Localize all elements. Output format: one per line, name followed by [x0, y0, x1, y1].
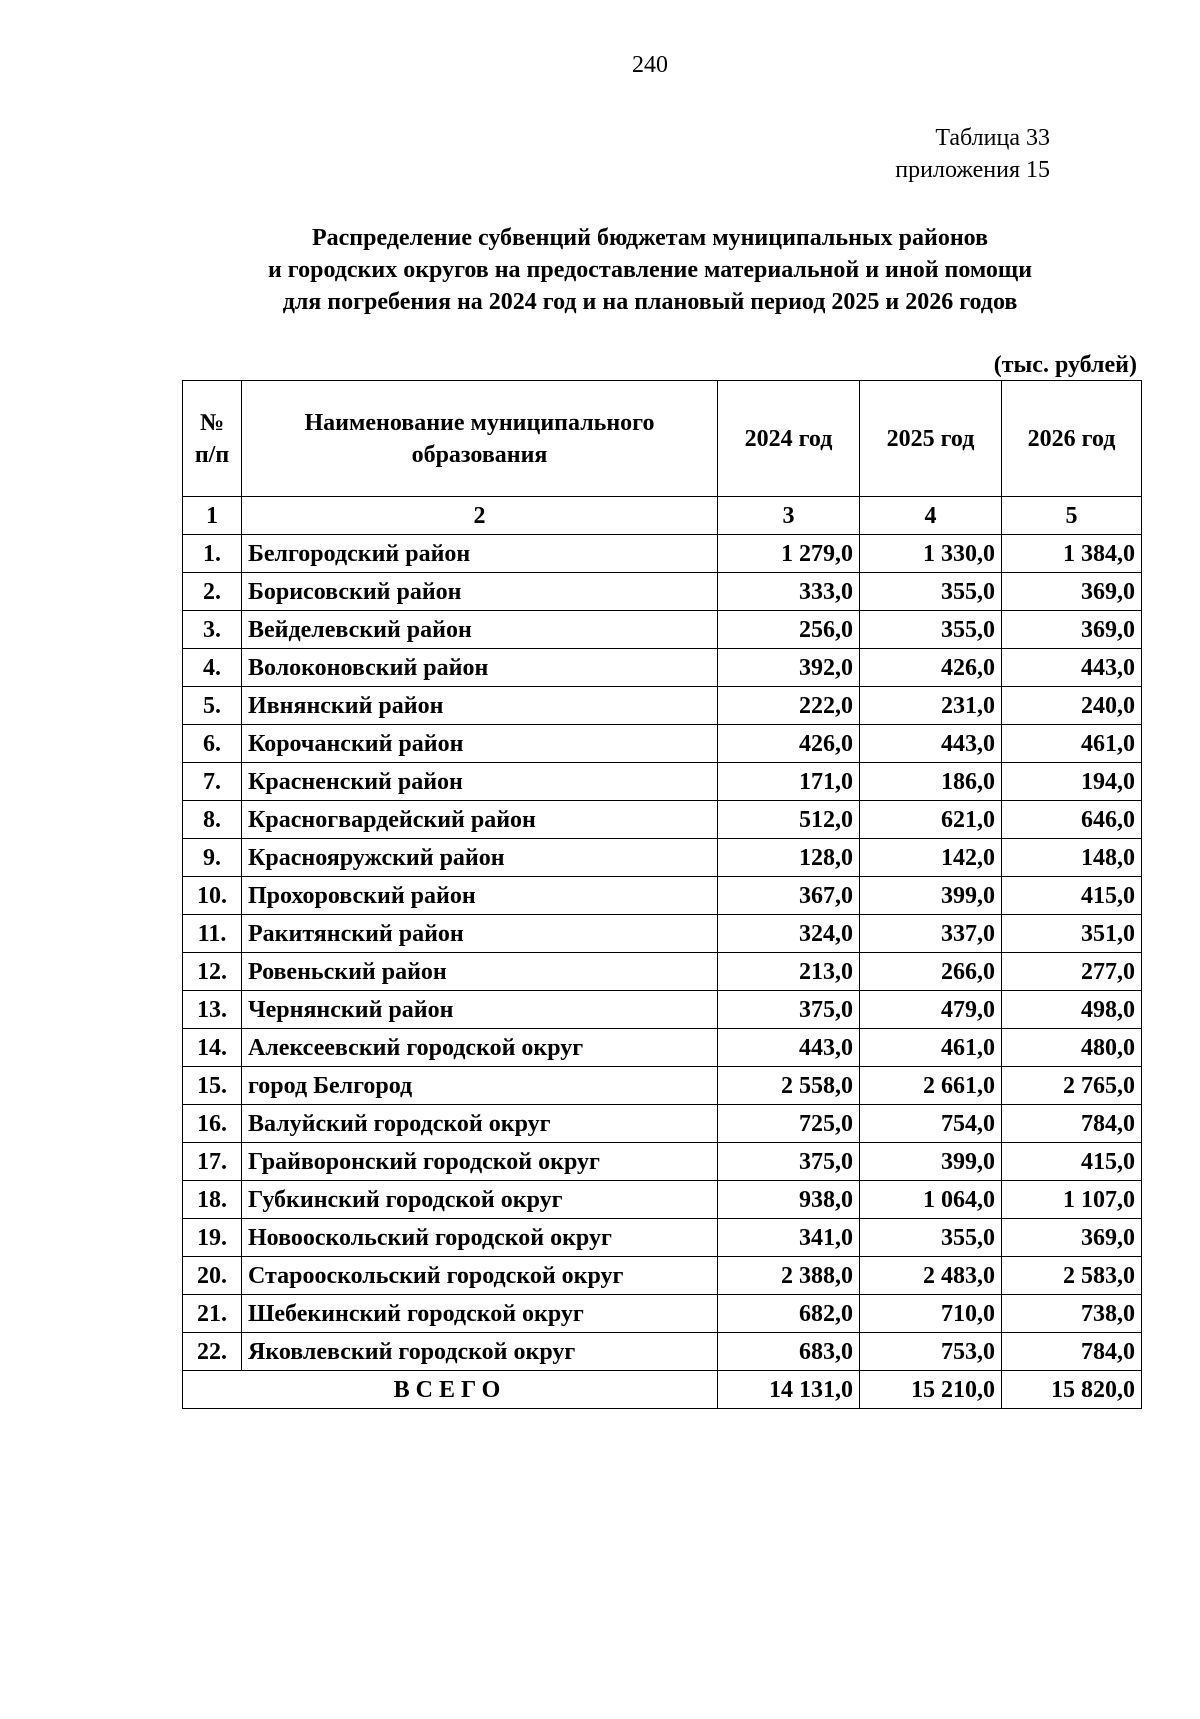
- total-2025: 15 210,0: [860, 1371, 1002, 1409]
- value-2025: 754,0: [860, 1105, 1002, 1143]
- table-row: [183, 953, 1142, 991]
- value-2024: 426,0: [718, 725, 860, 763]
- value-2025: 2 661,0: [860, 1067, 1002, 1105]
- municipality-name: Вейделевский район: [242, 611, 718, 649]
- row-number: 15.: [183, 1067, 242, 1105]
- municipality-name: город Белгород: [242, 1067, 718, 1105]
- value-2024: 128,0: [718, 839, 860, 877]
- value-2026: 369,0: [1002, 611, 1142, 649]
- title-line2: и городских округов на предоставление материальной и иной помощи: [267, 257, 1033, 283]
- table-row: [183, 1181, 1142, 1219]
- value-2026: 2 583,0: [1002, 1257, 1142, 1295]
- value-2026: 2 765,0: [1002, 1067, 1142, 1105]
- table-row: [183, 1029, 1142, 1067]
- municipality-name: Прохоровский район: [242, 877, 718, 915]
- row-number: 8.: [183, 801, 242, 839]
- table-row: [183, 535, 1142, 573]
- value-2024: 683,0: [718, 1333, 860, 1371]
- title-line3: для погребения на 2024 год и на плановый период 2025 и 2026 годов: [282, 289, 1018, 315]
- header-name: [242, 381, 718, 497]
- table-ref-line2: приложения 15: [895, 157, 1050, 183]
- row-number: 1.: [183, 535, 242, 573]
- header-2024: 2024 год: [718, 381, 860, 497]
- table-ref-line1: Таблица 33: [935, 125, 1050, 151]
- table-row: [183, 839, 1142, 877]
- total-label: ВСЕГО: [183, 1371, 718, 1409]
- page-number: 240: [632, 52, 668, 78]
- table-row: [183, 1257, 1142, 1295]
- value-2025: 753,0: [860, 1333, 1002, 1371]
- value-2024: 682,0: [718, 1295, 860, 1333]
- value-2025: 337,0: [860, 915, 1002, 953]
- table-row: [183, 763, 1142, 801]
- row-number: 5.: [183, 687, 242, 725]
- row-number: 10.: [183, 877, 242, 915]
- total-row: [183, 1371, 1142, 1409]
- municipality-name: Борисовский район: [242, 573, 718, 611]
- value-2026: 415,0: [1002, 1143, 1142, 1181]
- value-2025: 621,0: [860, 801, 1002, 839]
- value-2026: 646,0: [1002, 801, 1142, 839]
- municipality-name: Ивнянский район: [242, 687, 718, 725]
- value-2024: 375,0: [718, 1143, 860, 1181]
- value-2025: 479,0: [860, 991, 1002, 1029]
- column-number-row: [183, 497, 1142, 535]
- header-2026: 2026 год: [1002, 381, 1142, 497]
- header-2025: 2025 год: [860, 381, 1002, 497]
- value-2026: 498,0: [1002, 991, 1142, 1029]
- row-number: 4.: [183, 649, 242, 687]
- subvention-table: [182, 380, 1142, 1409]
- column-number: 2: [242, 497, 718, 535]
- value-2026: 351,0: [1002, 915, 1142, 953]
- value-2025: 710,0: [860, 1295, 1002, 1333]
- value-2025: 461,0: [860, 1029, 1002, 1067]
- total-2024: 14 131,0: [718, 1371, 860, 1409]
- header-number: [183, 381, 242, 497]
- table-row: [183, 1295, 1142, 1333]
- column-number: 3: [718, 497, 860, 535]
- value-2025: 1 330,0: [860, 535, 1002, 573]
- row-number: 9.: [183, 839, 242, 877]
- municipality-name: Волоконовский район: [242, 649, 718, 687]
- value-2024: 938,0: [718, 1181, 860, 1219]
- table-row: [183, 915, 1142, 953]
- value-2024: 213,0: [718, 953, 860, 991]
- table-row: [183, 1067, 1142, 1105]
- value-2025: 443,0: [860, 725, 1002, 763]
- value-2025: 355,0: [860, 573, 1002, 611]
- municipality-name: Красненский район: [242, 763, 718, 801]
- row-number: 13.: [183, 991, 242, 1029]
- row-number: 11.: [183, 915, 242, 953]
- row-number: 21.: [183, 1295, 242, 1333]
- municipality-name: Губкинский городской округ: [242, 1181, 718, 1219]
- table-row: [183, 611, 1142, 649]
- value-2026: 738,0: [1002, 1295, 1142, 1333]
- municipality-name: Яковлевский городской округ: [242, 1333, 718, 1371]
- row-number: 6.: [183, 725, 242, 763]
- municipality-name: Грайворонский городской округ: [242, 1143, 718, 1181]
- value-2026: 148,0: [1002, 839, 1142, 877]
- value-2025: 186,0: [860, 763, 1002, 801]
- value-2024: 1 279,0: [718, 535, 860, 573]
- municipality-name: Алексеевский городской округ: [242, 1029, 718, 1067]
- value-2026: 369,0: [1002, 1219, 1142, 1257]
- row-number: 2.: [183, 573, 242, 611]
- value-2024: 324,0: [718, 915, 860, 953]
- municipality-name: Белгородский район: [242, 535, 718, 573]
- value-2024: 443,0: [718, 1029, 860, 1067]
- table-reference: [850, 122, 1050, 186]
- value-2024: 171,0: [718, 763, 860, 801]
- value-2026: 277,0: [1002, 953, 1142, 991]
- municipality-name: Красногвардейский район: [242, 801, 718, 839]
- table-row: [183, 877, 1142, 915]
- row-number: 18.: [183, 1181, 242, 1219]
- value-2026: 369,0: [1002, 573, 1142, 611]
- value-2024: 392,0: [718, 649, 860, 687]
- table-row: [183, 573, 1142, 611]
- table-row: [183, 1105, 1142, 1143]
- value-2026: 1 107,0: [1002, 1181, 1142, 1219]
- value-2025: 1 064,0: [860, 1181, 1002, 1219]
- value-2026: 784,0: [1002, 1105, 1142, 1143]
- municipality-name: Новооскольский городской округ: [242, 1219, 718, 1257]
- table-row: [183, 991, 1142, 1029]
- value-2026: 461,0: [1002, 725, 1142, 763]
- value-2025: 231,0: [860, 687, 1002, 725]
- document-title: [120, 222, 1180, 318]
- value-2024: 222,0: [718, 687, 860, 725]
- value-2024: 341,0: [718, 1219, 860, 1257]
- row-number: 19.: [183, 1219, 242, 1257]
- value-2024: 256,0: [718, 611, 860, 649]
- value-2025: 426,0: [860, 649, 1002, 687]
- value-2024: 375,0: [718, 991, 860, 1029]
- value-2024: 512,0: [718, 801, 860, 839]
- row-number: 3.: [183, 611, 242, 649]
- table-header-row: [183, 381, 1142, 497]
- value-2025: 142,0: [860, 839, 1002, 877]
- municipality-name: Старооскольский городской округ: [242, 1257, 718, 1295]
- value-2025: 399,0: [860, 1143, 1002, 1181]
- row-number: 16.: [183, 1105, 242, 1143]
- row-number: 12.: [183, 953, 242, 991]
- value-2025: 266,0: [860, 953, 1002, 991]
- value-2025: 355,0: [860, 1219, 1002, 1257]
- value-2026: 415,0: [1002, 877, 1142, 915]
- value-2025: 399,0: [860, 877, 1002, 915]
- header-name-line2: образования: [411, 441, 548, 468]
- value-2025: 2 483,0: [860, 1257, 1002, 1295]
- table-row: [183, 687, 1142, 725]
- municipality-name: Чернянский район: [242, 991, 718, 1029]
- value-2024: 367,0: [718, 877, 860, 915]
- row-number: 22.: [183, 1333, 242, 1371]
- value-2024: 2 558,0: [718, 1067, 860, 1105]
- value-2025: 355,0: [860, 611, 1002, 649]
- value-2024: 725,0: [718, 1105, 860, 1143]
- value-2024: 2 388,0: [718, 1257, 860, 1295]
- value-2026: 480,0: [1002, 1029, 1142, 1067]
- row-number: 14.: [183, 1029, 242, 1067]
- header-name-line1: Наименование муниципального: [304, 409, 655, 436]
- table-row: [183, 725, 1142, 763]
- value-2026: 194,0: [1002, 763, 1142, 801]
- value-2026: 240,0: [1002, 687, 1142, 725]
- table-row: [183, 649, 1142, 687]
- header-number-line2: п/п: [194, 441, 230, 468]
- municipality-name: Шебекинский городской округ: [242, 1295, 718, 1333]
- value-2026: 443,0: [1002, 649, 1142, 687]
- title-line1: Распределение субвенций бюджетам муниципальных районов: [311, 225, 989, 251]
- table-row: [183, 801, 1142, 839]
- table-row: [183, 1333, 1142, 1371]
- municipality-name: Ракитянский район: [242, 915, 718, 953]
- value-2024: 333,0: [718, 573, 860, 611]
- column-number: 1: [183, 497, 242, 535]
- table-row: [183, 1143, 1142, 1181]
- municipality-name: Валуйский городской округ: [242, 1105, 718, 1143]
- row-number: 7.: [183, 763, 242, 801]
- column-number: 4: [860, 497, 1002, 535]
- row-number: 20.: [183, 1257, 242, 1295]
- value-2026: 1 384,0: [1002, 535, 1142, 573]
- value-2026: 784,0: [1002, 1333, 1142, 1371]
- municipality-name: Краснояружский район: [242, 839, 718, 877]
- municipality-name: Корочанский район: [242, 725, 718, 763]
- row-number: 17.: [183, 1143, 242, 1181]
- municipality-name: Ровеньский район: [242, 953, 718, 991]
- header-number-line1: №: [199, 409, 225, 436]
- table-row: [183, 1219, 1142, 1257]
- total-2026: 15 820,0: [1002, 1371, 1142, 1409]
- column-number: 5: [1002, 497, 1142, 535]
- unit-label: (тыс. рублей): [993, 352, 1137, 378]
